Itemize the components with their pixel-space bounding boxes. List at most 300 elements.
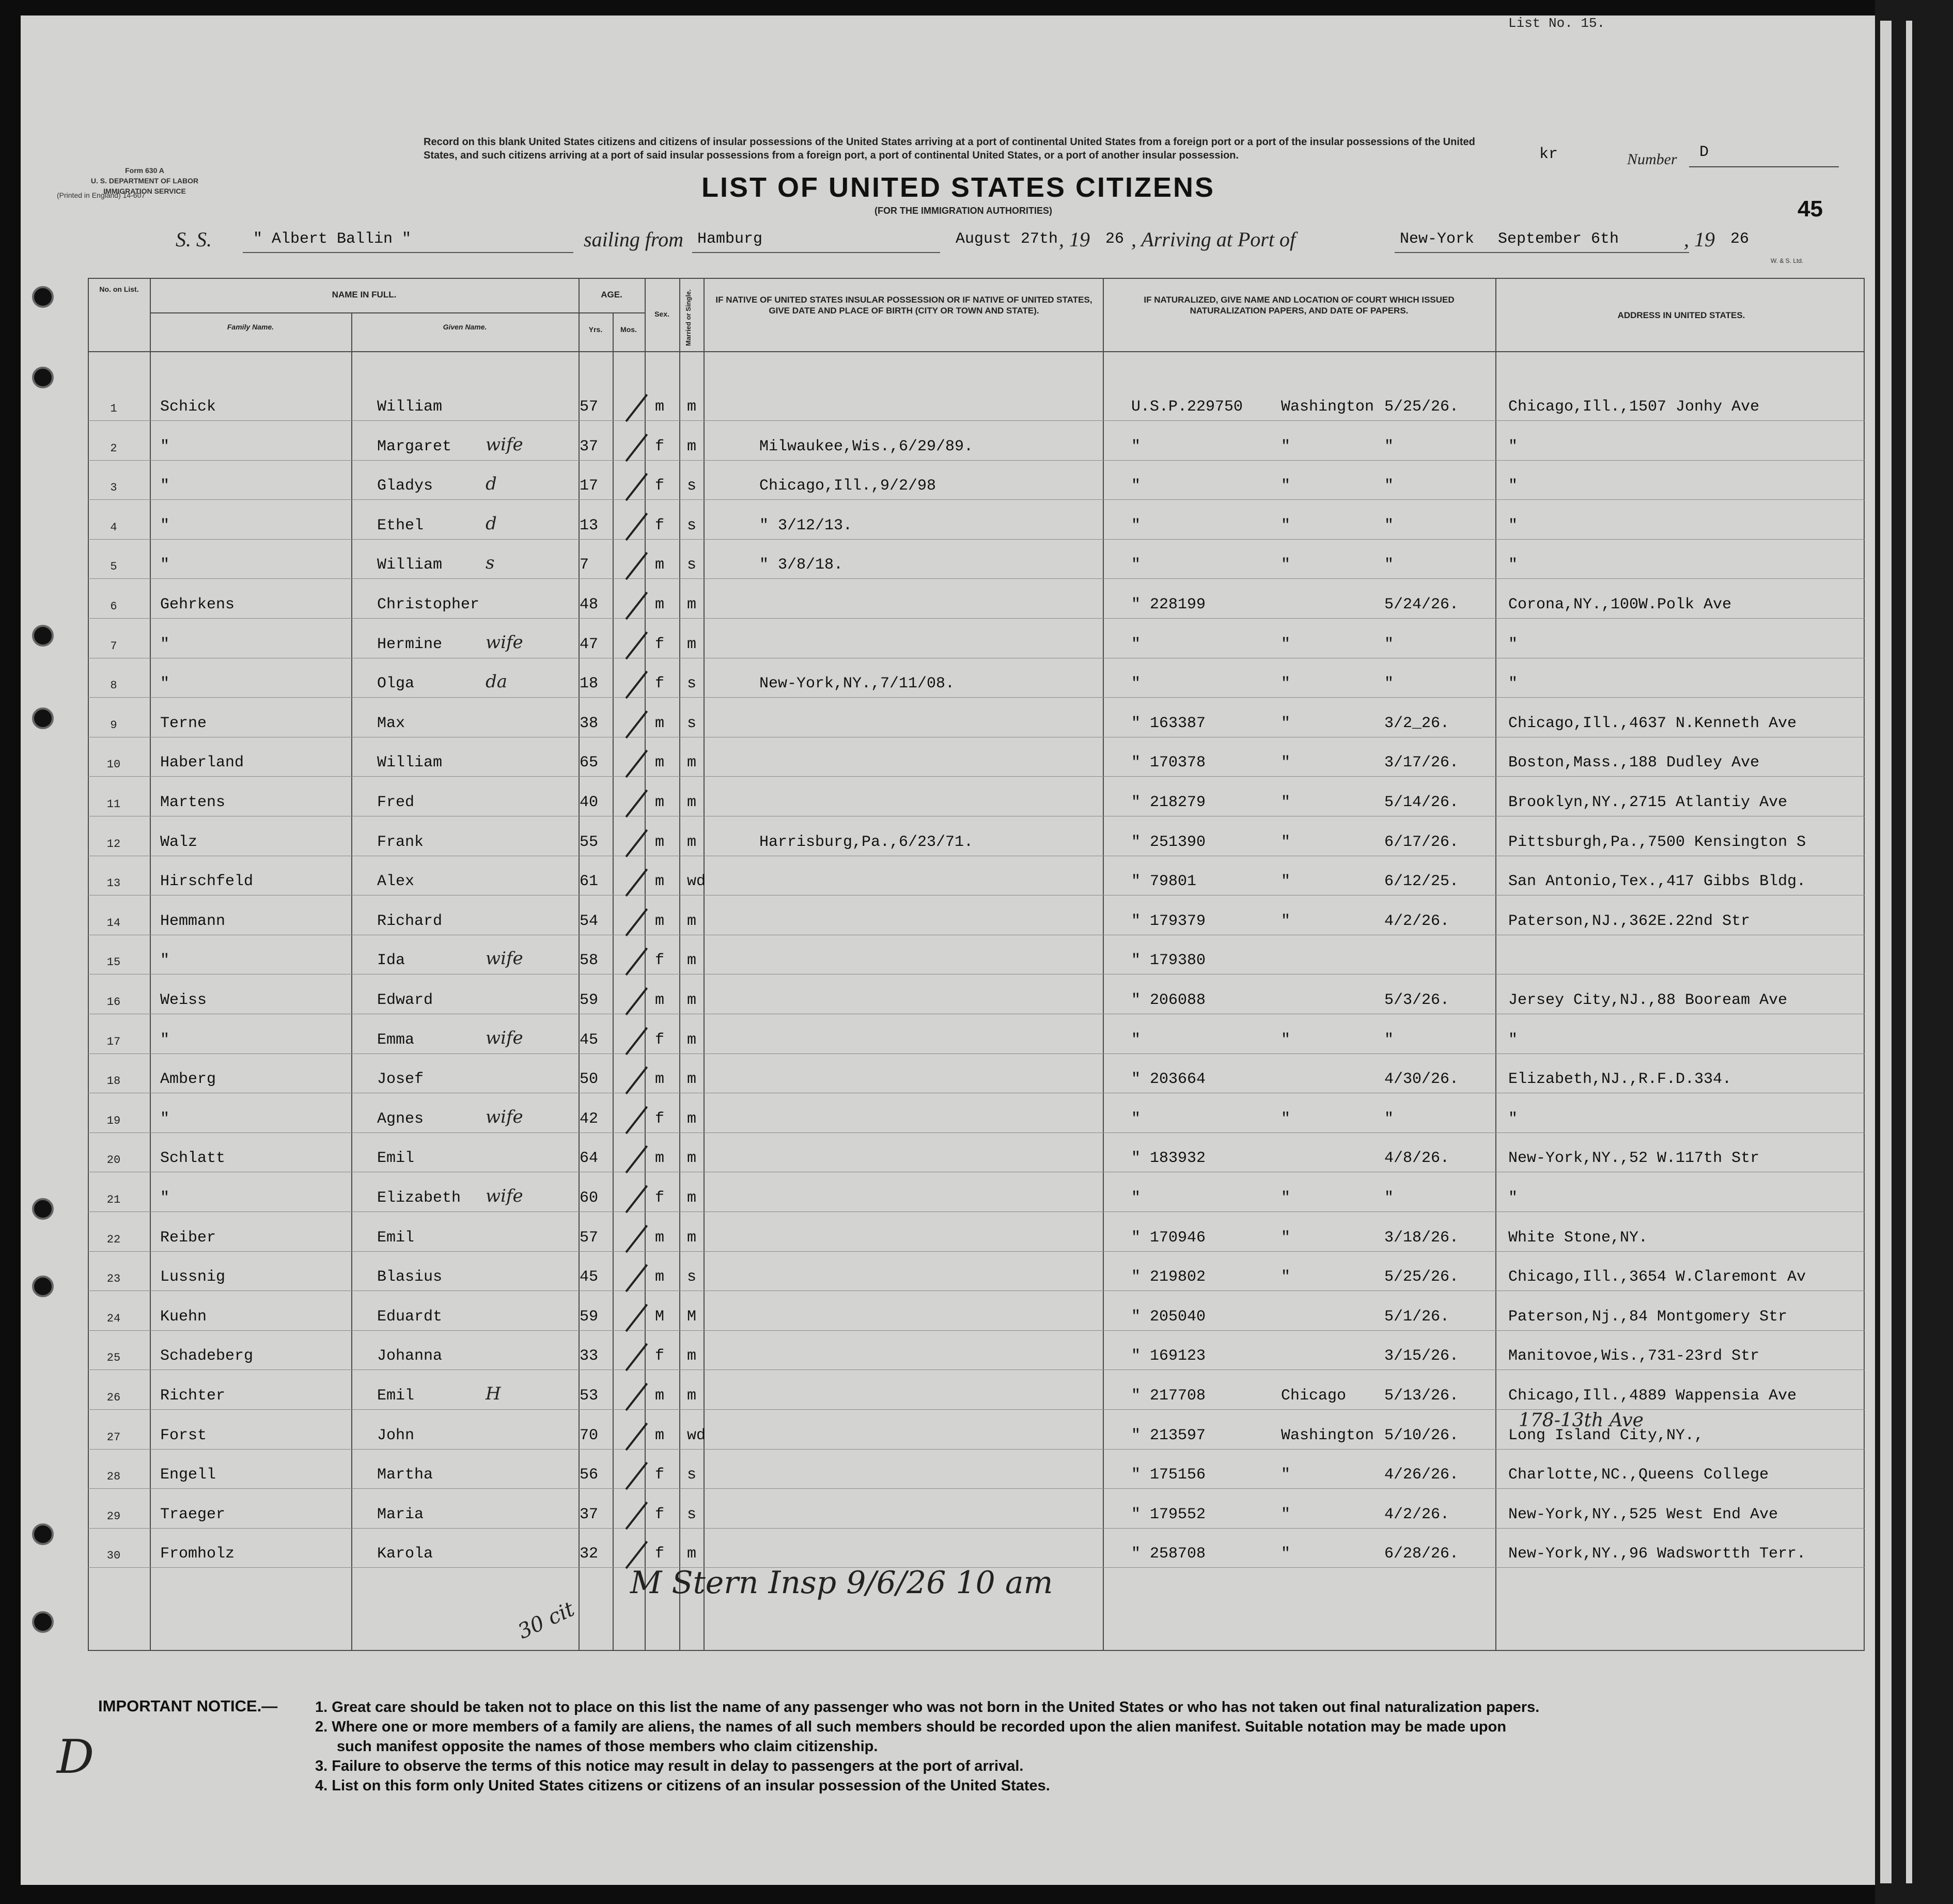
marital-status: m <box>687 1387 697 1405</box>
given-name: Ethel <box>377 516 424 534</box>
age-years: 33 <box>580 1347 599 1365</box>
header-address: ADDRESS IN UNITED STATES. <box>1617 310 1745 320</box>
sex: f <box>655 437 665 455</box>
age-years: 45 <box>580 1031 599 1049</box>
departure-year: 26 <box>1105 230 1124 248</box>
sailing-label: sailing from <box>584 228 683 251</box>
marital-status: s <box>687 477 697 495</box>
row-number: 2 <box>110 442 117 455</box>
row-number: 28 <box>106 1470 121 1484</box>
naturalization-number: " 219802 <box>1131 1268 1206 1286</box>
naturalization-date: 3/15/26. <box>1384 1347 1459 1365</box>
header-sex: Sex. <box>654 310 669 318</box>
naturalization-court: " <box>1281 873 1291 891</box>
header-age: AGE. <box>601 290 622 300</box>
naturalization-number: " <box>1131 635 1141 653</box>
marital-status: s <box>687 1466 697 1484</box>
marital-status: m <box>687 952 697 970</box>
address: San Antonio,Tex.,417 Gibbs Bldg. <box>1508 873 1806 891</box>
col-divider-naturalized <box>1495 279 1496 1650</box>
given-name: Eduardt <box>377 1308 443 1326</box>
row-number: 20 <box>106 1154 121 1167</box>
row-number: 9 <box>110 718 117 732</box>
given-name: William <box>377 398 443 416</box>
ss-label: S. S. <box>176 228 212 251</box>
family-name: " <box>160 635 170 653</box>
age-years: 37 <box>580 1505 599 1523</box>
row-number: 19 <box>106 1114 121 1127</box>
row-number: 29 <box>106 1509 121 1523</box>
sex: f <box>655 675 665 693</box>
age-years: 57 <box>580 1229 599 1247</box>
sex: m <box>655 1268 665 1286</box>
address: Corona,NY.,100W.Polk Ave <box>1508 596 1732 613</box>
page-subtitle: (FOR THE IMMIGRATION AUTHORITIES) <box>874 206 1052 216</box>
row-number: 23 <box>106 1272 121 1286</box>
naturalization-court: " <box>1281 437 1291 455</box>
relationship-note: wife <box>486 1027 523 1048</box>
relationship-note: H <box>486 1383 501 1404</box>
marital-status: m <box>687 1110 697 1128</box>
row-rule <box>88 460 1865 461</box>
notice-item-4: 4. List on this form only United States citizens or citizens of an insular possession of the United States. <box>315 1777 1050 1794</box>
sex: m <box>655 556 665 574</box>
family-name: Reiber <box>160 1229 216 1247</box>
address: " <box>1508 556 1518 574</box>
naturalization-date: " <box>1384 675 1394 693</box>
table-bottom-border <box>88 1650 1865 1651</box>
marital-status: s <box>687 714 697 732</box>
marital-status: m <box>687 754 697 772</box>
marital-status: s <box>687 1505 697 1523</box>
naturalization-date: 4/2/26. <box>1384 1505 1450 1523</box>
address: " <box>1508 1031 1518 1049</box>
address: Paterson,NJ.,362E.22nd Str <box>1508 912 1751 930</box>
age-years: 57 <box>580 398 599 416</box>
form-number: Form 630 A <box>125 166 164 175</box>
naturalization-date: 5/13/26. <box>1384 1387 1459 1405</box>
family-name: Fromholz <box>160 1545 235 1563</box>
family-name: " <box>160 477 170 495</box>
naturalization-number: " 206088 <box>1131 992 1206 1009</box>
naturalization-court: " <box>1281 1505 1291 1523</box>
naturalization-date: " <box>1384 1031 1394 1049</box>
given-name: Richard <box>377 912 443 930</box>
sex: f <box>655 635 665 653</box>
naturalization-number: " <box>1131 675 1141 693</box>
row-number: 18 <box>106 1075 121 1088</box>
age-years: 45 <box>580 1268 599 1286</box>
header-months: Mos. <box>620 325 637 334</box>
arrival-underline <box>1395 252 1689 253</box>
naturalization-date: 5/1/26. <box>1384 1308 1450 1326</box>
header-years: Yrs. <box>588 325 603 334</box>
marital-status: m <box>687 992 697 1009</box>
ship-name: " Albert Ballin " <box>253 230 412 248</box>
naturalization-number: " 179379 <box>1131 912 1206 930</box>
row-number: 4 <box>110 521 117 534</box>
row-number: 25 <box>106 1351 121 1365</box>
marital-status: s <box>687 516 697 534</box>
inspector-signature: M Stern Insp 9/6/26 10 am <box>630 1565 1053 1601</box>
age-years: 38 <box>580 714 599 732</box>
binder-hole <box>32 1611 54 1633</box>
marital-status: m <box>687 635 697 653</box>
handwritten-address-correction: 178-13th Ave <box>1519 1410 1644 1431</box>
naturalization-court: Washington <box>1281 1426 1374 1444</box>
naturalization-number: " 163387 <box>1131 714 1206 732</box>
marital-status: m <box>687 1545 697 1563</box>
family-name: Schick <box>160 398 216 416</box>
given-name: Alex <box>377 873 415 891</box>
naturalization-date: 5/24/26. <box>1384 596 1459 613</box>
naturalization-date: 3/17/26. <box>1384 754 1459 772</box>
family-name: Amberg <box>160 1071 216 1089</box>
given-name: Martha <box>377 1466 433 1484</box>
header-married-single: Married or Single. <box>684 289 692 346</box>
notice-label: IMPORTANT NOTICE.— <box>98 1697 278 1715</box>
address: " <box>1508 675 1518 693</box>
family-name: Kuehn <box>160 1308 207 1326</box>
birth-place-date: New-York,NY.,7/11/08. <box>759 675 955 693</box>
header-no-on-list: No. on List. <box>99 285 139 293</box>
relationship-note: wife <box>486 1106 523 1127</box>
birth-place-date: Harrisburg,Pa.,6/23/71. <box>759 833 974 851</box>
address: " <box>1508 635 1518 653</box>
family-name: Terne <box>160 714 207 732</box>
row-rule <box>88 539 1865 540</box>
departure-date: August 27th <box>956 230 1058 248</box>
given-name: Blasius <box>377 1268 443 1286</box>
marital-status: m <box>687 398 697 416</box>
marital-status: wd <box>687 873 706 891</box>
naturalization-date: " <box>1384 437 1394 455</box>
naturalization-number: " 170946 <box>1131 1229 1206 1247</box>
given-name: Max <box>377 714 405 732</box>
age-years: 18 <box>580 675 599 693</box>
given-name: Fred <box>377 794 415 811</box>
number-value: D <box>1699 144 1709 161</box>
sex: m <box>655 714 665 732</box>
kr-mark: kr <box>1539 146 1558 163</box>
relationship-note: da <box>486 671 508 693</box>
naturalization-date: 5/25/26. <box>1384 1268 1459 1286</box>
naturalization-number: " <box>1131 556 1141 574</box>
sex: f <box>655 516 665 534</box>
binder-hole <box>32 1276 54 1297</box>
col-divider-sex <box>679 279 680 1650</box>
address: Chicago,Ill.,4889 Wappensia Ave <box>1508 1387 1797 1405</box>
given-name: John <box>377 1426 415 1444</box>
page-title: LIST OF UNITED STATES CITIZENS <box>701 172 1215 203</box>
row-rule <box>88 1053 1865 1054</box>
address: " <box>1508 477 1518 495</box>
family-name: " <box>160 952 170 970</box>
family-name: " <box>160 1110 170 1128</box>
marital-status: m <box>687 437 697 455</box>
naturalization-court: " <box>1281 516 1291 534</box>
voyage-line <box>176 227 1829 258</box>
address: " <box>1508 1189 1518 1207</box>
naturalization-date: " <box>1384 556 1394 574</box>
naturalization-number: " <box>1131 477 1141 495</box>
address: Boston,Mass.,188 Dudley Ave <box>1508 754 1760 772</box>
given-name: Ida <box>377 952 405 970</box>
given-name: Josef <box>377 1071 424 1089</box>
age-years: 56 <box>580 1466 599 1484</box>
naturalization-court: " <box>1281 714 1291 732</box>
naturalization-number: " 79801 <box>1131 873 1197 891</box>
family-name: Hemmann <box>160 912 226 930</box>
birth-place-date: " 3/12/13. <box>759 516 853 534</box>
naturalization-court: " <box>1281 1229 1291 1247</box>
given-name: Elizabeth <box>377 1189 461 1207</box>
page-number: 45 <box>1798 196 1823 222</box>
sex: m <box>655 1229 665 1247</box>
naturalization-court: " <box>1281 1110 1291 1128</box>
age-years: 64 <box>580 1150 599 1168</box>
age-years: 70 <box>580 1426 599 1444</box>
given-name: Edward <box>377 992 433 1009</box>
marital-status: s <box>687 675 697 693</box>
year-prefix-arrival: , 19 <box>1684 228 1715 251</box>
binder-hole <box>32 625 54 647</box>
printer-mark: W. & S. Ltd. <box>1771 257 1804 264</box>
family-name: " <box>160 556 170 574</box>
age-years: 47 <box>580 635 599 653</box>
sex: f <box>655 1466 665 1484</box>
margin-mark: D <box>57 1730 95 1784</box>
marital-status: m <box>687 1031 697 1049</box>
header-family-name: Family Name. <box>227 323 274 331</box>
naturalization-court: " <box>1281 556 1291 574</box>
arrival-date: September 6th <box>1498 230 1619 248</box>
naturalization-court: Chicago <box>1281 1387 1347 1405</box>
row-rule <box>88 578 1865 579</box>
naturalization-number: " 258708 <box>1131 1545 1206 1563</box>
family-name: Schadeberg <box>160 1347 254 1365</box>
row-number: 8 <box>110 679 117 693</box>
given-name: Olga <box>377 675 415 693</box>
sex: f <box>655 477 665 495</box>
binder-hole <box>32 1523 54 1545</box>
binder-hole <box>32 707 54 729</box>
sex: m <box>655 873 665 891</box>
age-years: 59 <box>580 1308 599 1326</box>
naturalization-date: 5/14/26. <box>1384 794 1459 811</box>
age-years: 58 <box>580 952 599 970</box>
family-name: " <box>160 437 170 455</box>
family-name: Walz <box>160 833 198 851</box>
row-rule <box>88 1132 1865 1133</box>
age-years: 59 <box>580 992 599 1009</box>
sex: M <box>655 1308 665 1326</box>
sex: f <box>655 1347 665 1365</box>
age-years: 48 <box>580 596 599 613</box>
naturalization-number: " <box>1131 1110 1141 1128</box>
naturalization-date: 4/30/26. <box>1384 1071 1459 1089</box>
naturalization-number: " 205040 <box>1131 1308 1206 1326</box>
marital-status: m <box>687 794 697 811</box>
given-name: Hermine <box>377 635 443 653</box>
row-rule <box>88 1449 1865 1450</box>
relationship-note: wife <box>486 434 523 455</box>
address: Brooklyn,NY.,2715 Atlantiy Ave <box>1508 794 1788 811</box>
sex: f <box>655 952 665 970</box>
naturalization-number: " <box>1131 516 1141 534</box>
header-native-birth: IF NATIVE OF UNITED STATES INSULAR POSSESSION OR IF NATIVE OF UNITED STATES, GIVE DATE AND PLACE OF BIRTH (CITY OR TOWN AND STATE). <box>715 295 1092 316</box>
naturalization-date: 5/25/26. <box>1384 398 1459 416</box>
given-name: Frank <box>377 833 424 851</box>
row-number: 12 <box>106 837 121 851</box>
given-name: William <box>377 754 443 772</box>
naturalization-court: " <box>1281 833 1291 851</box>
age-years: 65 <box>580 754 599 772</box>
row-number: 6 <box>110 600 117 613</box>
marital-status: m <box>687 596 697 613</box>
age-years: 53 <box>580 1387 599 1405</box>
naturalization-date: 6/12/25. <box>1384 873 1459 891</box>
naturalization-court: " <box>1281 675 1291 693</box>
naturalization-number: " 228199 <box>1131 596 1206 613</box>
sex: f <box>655 1189 665 1207</box>
sex: m <box>655 398 665 416</box>
notice-item-2: 2. Where one or more members of a family are aliens, the names of all such members should be recorded upon the alien manifest. Suitable notation may be made upon <box>315 1719 1507 1735</box>
marital-status: m <box>687 912 697 930</box>
naturalization-court: " <box>1281 1268 1291 1286</box>
row-number: 11 <box>106 798 121 811</box>
naturalization-court: " <box>1281 635 1291 653</box>
row-rule <box>88 697 1865 698</box>
naturalization-number: U.S.P.229750 <box>1131 398 1243 416</box>
relationship-note: wife <box>486 632 523 653</box>
naturalization-number: " 217708 <box>1131 1387 1206 1405</box>
year-prefix-departure: , 19 <box>1059 228 1090 251</box>
family-name: Engell <box>160 1466 216 1484</box>
given-name: William <box>377 556 443 574</box>
sex: m <box>655 1387 665 1405</box>
sex: m <box>655 1071 665 1089</box>
scan-edge <box>1875 0 1953 1904</box>
row-number: 24 <box>106 1312 121 1325</box>
sex: m <box>655 1150 665 1168</box>
relationship-note: d <box>486 474 497 495</box>
row-rule <box>88 618 1865 619</box>
naturalization-number: " <box>1131 1189 1141 1207</box>
given-name: Karola <box>377 1545 433 1563</box>
row-rule <box>88 776 1865 777</box>
family-name: " <box>160 675 170 693</box>
row-rule <box>88 420 1865 421</box>
ship-underline <box>243 252 573 253</box>
family-name: Martens <box>160 794 226 811</box>
age-years: 54 <box>580 912 599 930</box>
age-years: 40 <box>580 794 599 811</box>
col-divider-age <box>645 279 646 1650</box>
address: Chicago,Ill.,4637 N.Kenneth Ave <box>1508 714 1797 732</box>
age-years: 32 <box>580 1545 599 1563</box>
given-name: Gladys <box>377 477 433 495</box>
sex: f <box>655 1505 665 1523</box>
age-years: 61 <box>580 873 599 891</box>
naturalization-date: 6/28/26. <box>1384 1545 1459 1563</box>
age-years: 55 <box>580 833 599 851</box>
address: Chicago,Ill.,1507 Jonhy Ave <box>1508 398 1760 416</box>
naturalization-number: " 179380 <box>1131 952 1206 970</box>
manifest-page <box>21 15 1875 1885</box>
sex: m <box>655 754 665 772</box>
birth-place-date: Chicago,Ill.,9/2/98 <box>759 477 936 495</box>
notice-item-3: 3. Failure to observe the terms of this notice may result in delay to passengers at the port of arrival. <box>315 1758 1024 1774</box>
binder-hole <box>32 286 54 308</box>
given-name: Emil <box>377 1150 415 1168</box>
row-rule <box>88 1488 1865 1489</box>
arrival-year: 26 <box>1730 230 1749 248</box>
address: Chicago,Ill.,3654 W.Claremont Av <box>1508 1268 1806 1286</box>
age-years: 60 <box>580 1189 599 1207</box>
port-underline <box>692 252 940 253</box>
sex: m <box>655 912 665 930</box>
row-number: 17 <box>106 1035 121 1048</box>
family-name: " <box>160 1031 170 1049</box>
marital-status: m <box>687 1071 697 1089</box>
naturalization-court: " <box>1281 1466 1291 1484</box>
age-years: 37 <box>580 437 599 455</box>
given-name: Agnes <box>377 1110 424 1128</box>
sex: f <box>655 1110 665 1128</box>
address: " <box>1508 516 1518 534</box>
arrival-port: New-York <box>1400 230 1475 248</box>
given-name: Emma <box>377 1031 415 1049</box>
birth-place-date: " 3/8/18. <box>759 556 843 574</box>
sex: f <box>655 1545 665 1563</box>
naturalization-number: " <box>1131 1031 1141 1049</box>
col-divider-no <box>150 279 151 1650</box>
row-number: 3 <box>110 481 117 495</box>
age-subheader-line <box>579 312 645 313</box>
printed-in-note: (Printed in England) 14-607 <box>57 191 146 199</box>
given-name: Maria <box>377 1505 424 1523</box>
row-number: 27 <box>106 1430 121 1444</box>
notice-item-2-cont: such manifest opposite the names of those members who claim citizenship. <box>337 1738 878 1755</box>
sex: m <box>655 992 665 1009</box>
row-number: 22 <box>106 1233 121 1246</box>
relationship-note: s <box>486 553 495 574</box>
row-rule <box>88 1251 1865 1252</box>
family-name: Gehrkens <box>160 596 235 613</box>
naturalization-date: 4/2/26. <box>1384 912 1450 930</box>
header-given-name: Given Name. <box>443 323 487 331</box>
naturalization-number: " 218279 <box>1131 794 1206 811</box>
header-bottom-border <box>88 351 1865 352</box>
naturalization-date: " <box>1384 516 1394 534</box>
address: New-York,NY.,525 West End Ave <box>1508 1505 1778 1523</box>
address: Elizabeth,NJ.,R.F.D.334. <box>1508 1071 1732 1089</box>
naturalization-number: " 170378 <box>1131 754 1206 772</box>
naturalization-date: 6/17/26. <box>1384 833 1459 851</box>
family-name: Traeger <box>160 1505 226 1523</box>
number-underline <box>1689 166 1839 167</box>
address: Jersey City,NJ.,88 Booream Ave <box>1508 992 1788 1009</box>
row-number: 7 <box>110 639 117 653</box>
address: Long Island City,NY., <box>1508 1426 1704 1444</box>
naturalization-date: " <box>1384 1110 1394 1128</box>
service-name: IMMIGRATION SERVICE <box>103 187 186 195</box>
given-name: Margaret <box>377 437 452 455</box>
arriving-label: , Arriving at Port of <box>1131 228 1296 251</box>
given-name: Emil <box>377 1387 415 1405</box>
citizen-count-note: 30 cit <box>514 1597 579 1644</box>
